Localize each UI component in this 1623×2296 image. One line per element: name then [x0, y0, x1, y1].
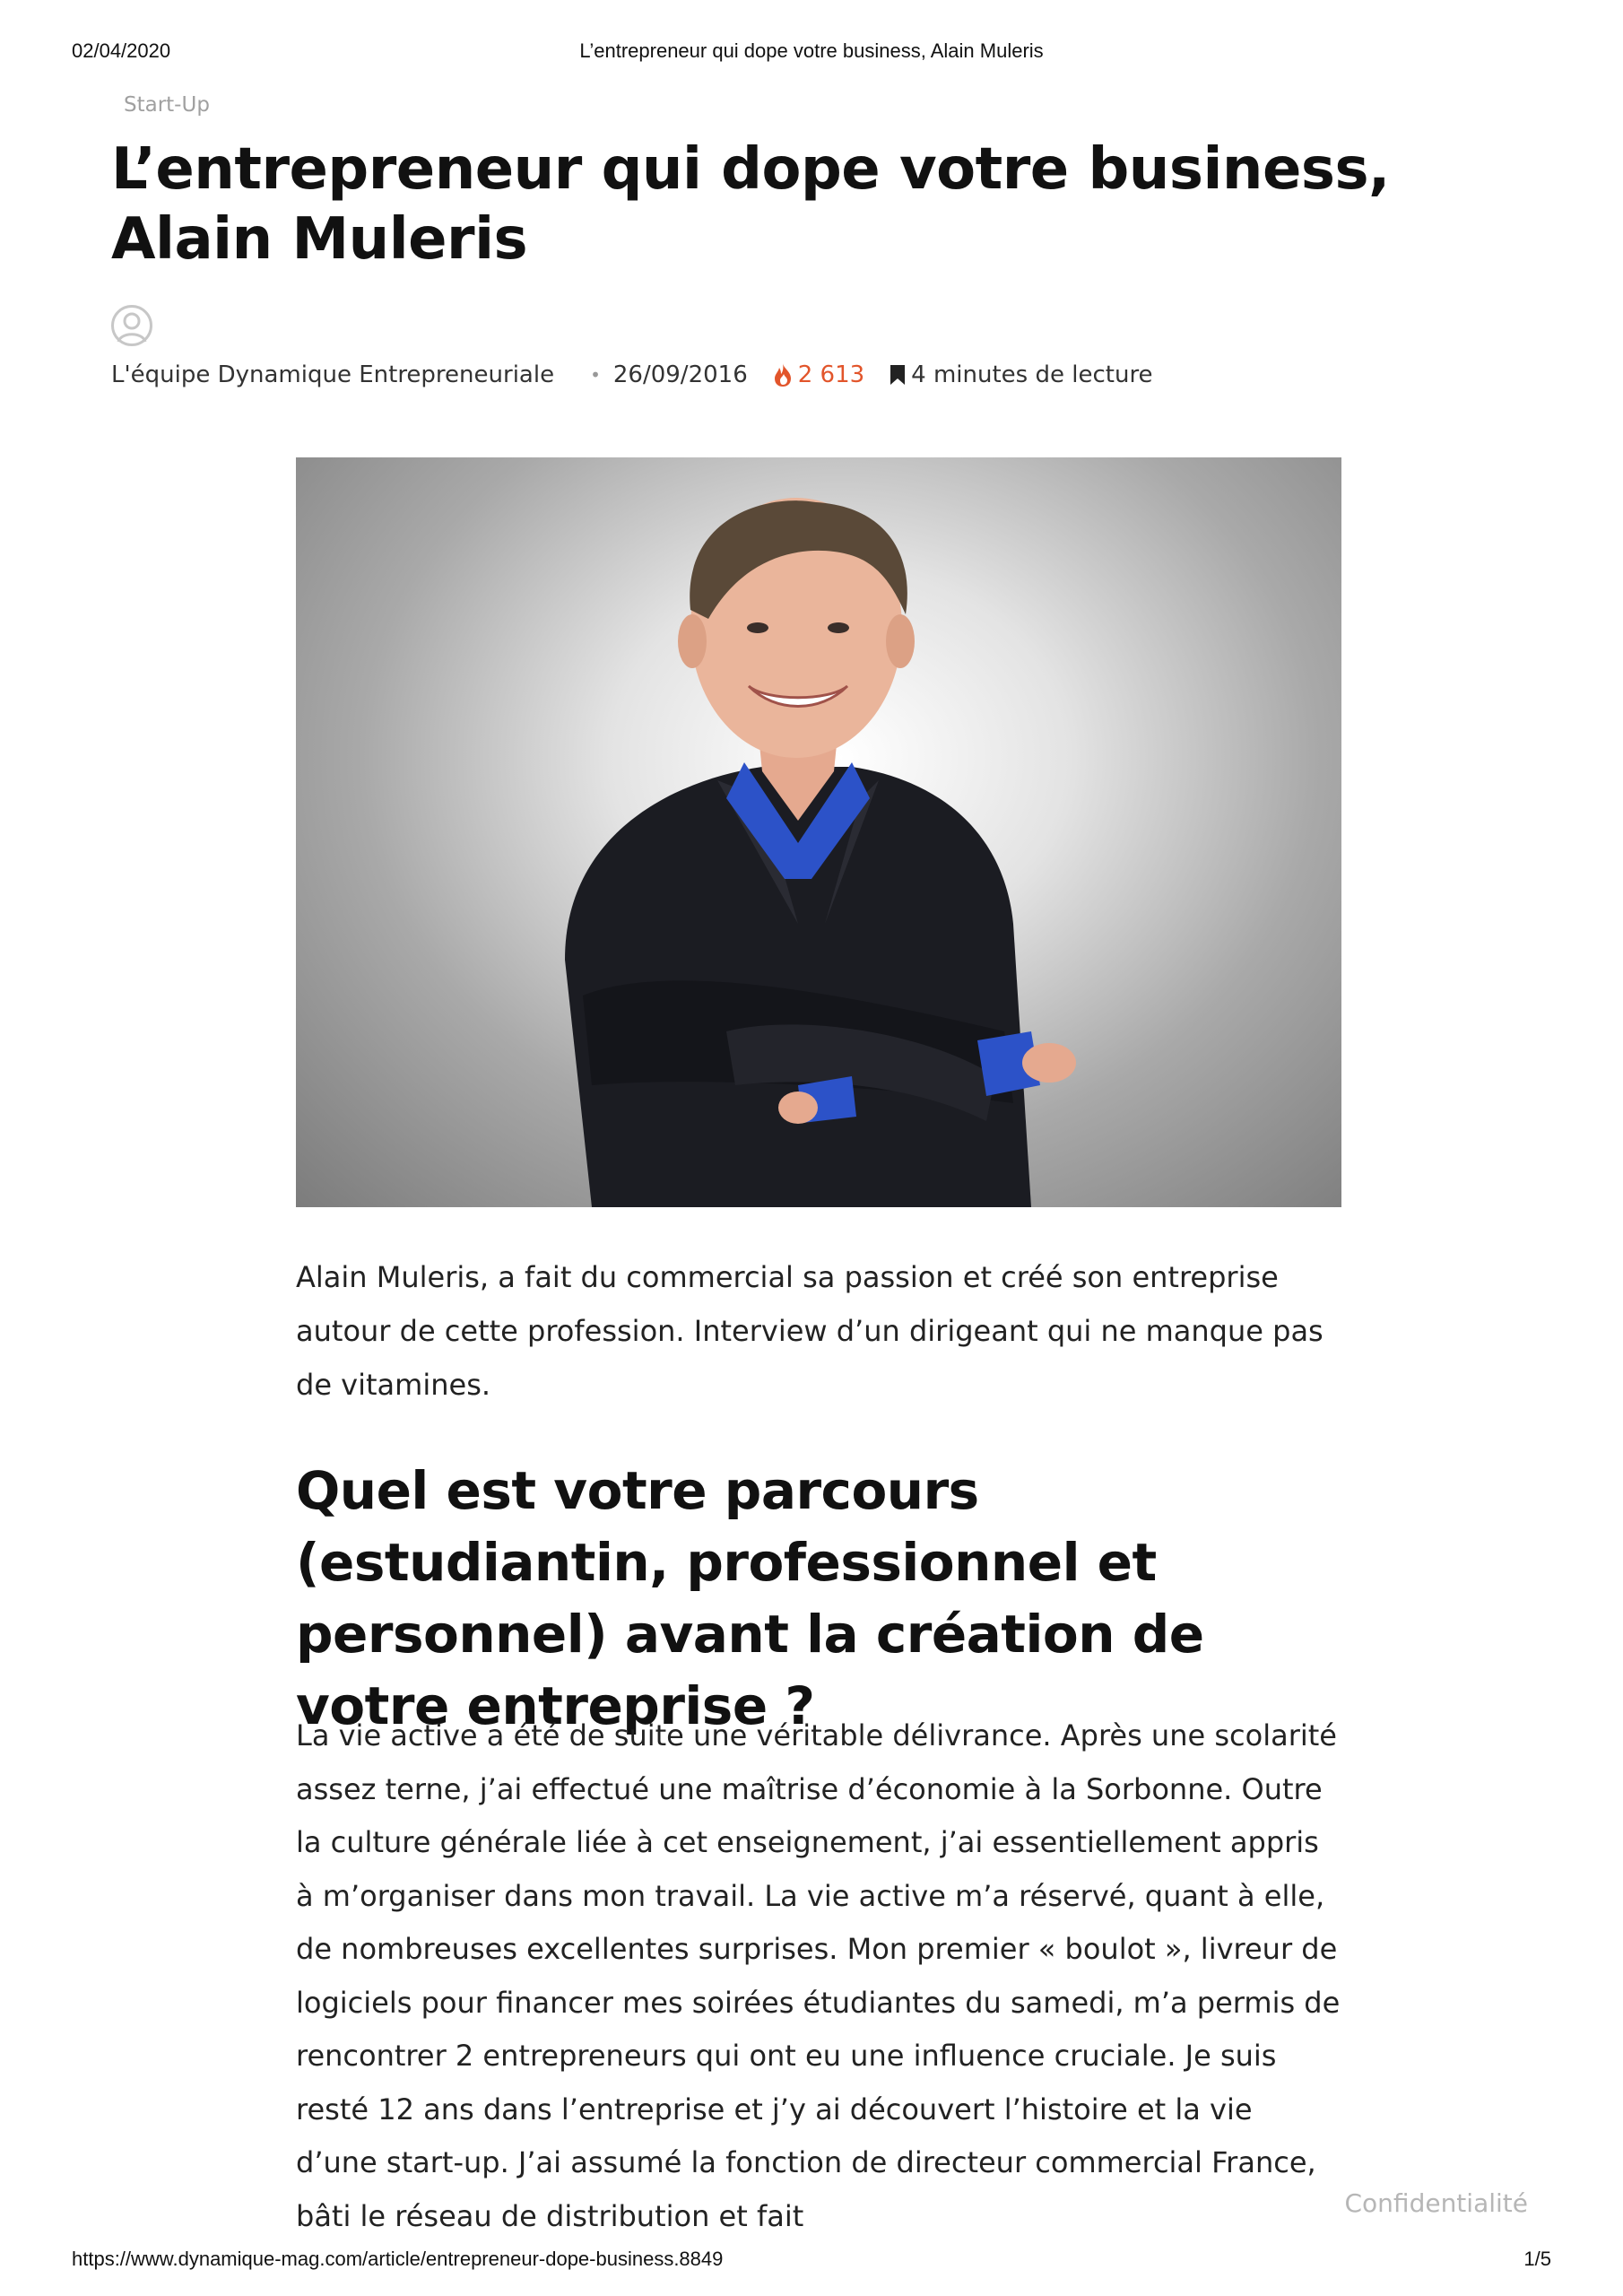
print-url: https://www.dynamique-mag.com/article/entrepreneur-dope-business.8849 — [72, 2248, 724, 2270]
portrait-illustration — [296, 457, 1341, 1207]
privacy-link[interactable]: Confidentialité — [1344, 2188, 1528, 2218]
author-avatar-icon[interactable] — [111, 305, 152, 346]
reading-time — [890, 361, 1152, 388]
user-avatar-icon — [114, 308, 150, 344]
print-page-title: L’entrepreneur qui dope votre business, Alain Muleris — [579, 39, 1044, 62]
print-date: 02/04/2020 — [72, 39, 171, 62]
section-heading: Quel est votre parcours (estudiantin, professionnel et personnel) avant la création de votre entreprise ? — [296, 1460, 1204, 1736]
fire-icon — [773, 362, 793, 387]
reading-time-label: 4 minutes de lecture — [911, 361, 1153, 388]
article-body-paragraph: La vie active a été de suite une véritable délivrance. Après une scolarité assez terne, j’ai effectué une maîtrise d’économie à la Sorbonne. Outre la culture générale liée à cet enseignement, j’ai essentiellement appris à m’organiser dans mon travail. La vie active m’a réservé, quant à elle, de nombreuses excellentes surprises. Mon premier « boulot », livreur de logiciels pour financer mes soirées étudiantes du samedi, m’a permis de rencontrer 2 entrepreneurs qui ont eu une influence cruciale. Je suis resté 12 ans dans l’entreprise et j’y ai découvert l’histoire et la vie d’une start-up. J’ai assumé la fonction de directeur commercial France, bâti le réseau de distribution et fait — [296, 1718, 1341, 2233]
views-count — [773, 361, 864, 388]
print-page-number: 1/5 — [1523, 2248, 1551, 2270]
print-footer — [72, 2248, 1551, 2274]
article-title: L’entrepreneur qui dope votre business, Alain Muleris — [111, 136, 1390, 273]
print-header — [72, 39, 1551, 66]
views-value: 2 613 — [797, 361, 865, 388]
article-featured-image — [296, 457, 1341, 1207]
category-link[interactable]: Start-Up — [124, 93, 210, 117]
article-meta — [111, 357, 1153, 393]
publish-date: 26/09/2016 — [612, 361, 748, 388]
bookmark-icon — [890, 364, 906, 386]
meta-separator: • — [590, 364, 601, 386]
article-intro: Alain Muleris, a fait du commercial sa passion et créé son entreprise autour de cette profession. Interview d’un dirigeant qui ne manque pas de vitamines. — [296, 1260, 1324, 1402]
author-link[interactable]: L'équipe Dynamique Entrepreneuriale — [111, 361, 555, 388]
